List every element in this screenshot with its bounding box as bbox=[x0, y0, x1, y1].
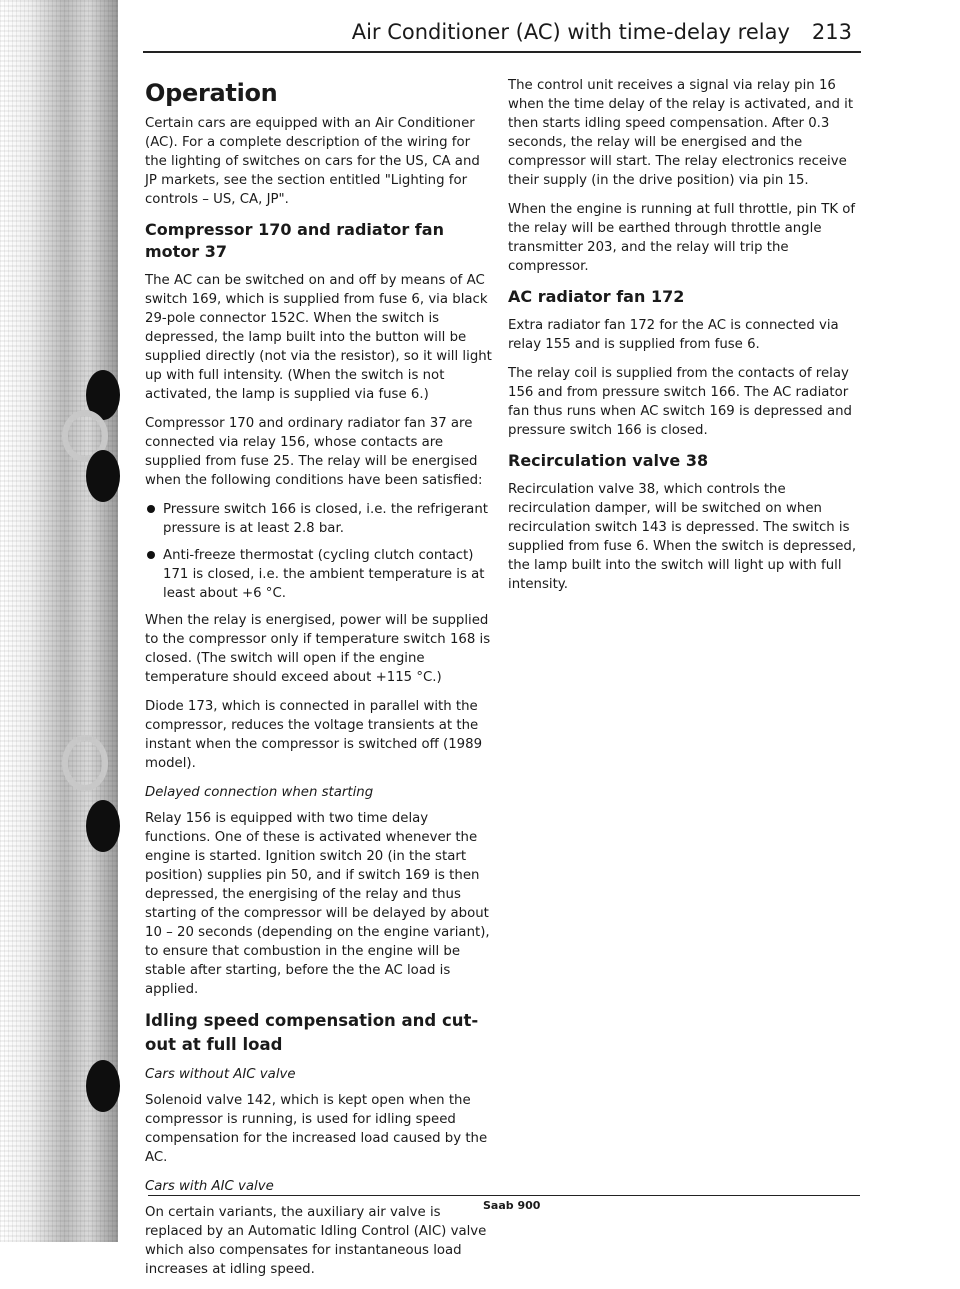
subheading-ac-radiator-fan: AC radiator fan 172 bbox=[508, 287, 685, 306]
paragraph: The relay coil is supplied from the contacts of relay 156 and from pressure switch 166. The AC radiator fan thus runs when AC switch 169 is depressed and pressure switch 166 is closed. bbox=[508, 366, 852, 438]
list-item: Anti-freeze thermostat (cycling clutch contact) 171 is closed, i.e. the ambient temperature is at least about +6 °C. bbox=[145, 546, 495, 603]
conditions-list bbox=[145, 500, 495, 603]
bullet-icon bbox=[147, 505, 155, 513]
paragraph: The AC can be switched on and off by means of AC switch 169, which is supplied from fuse 6, via black 29-pole connector 152C. When the switch is depressed, the lamp built into the button will be supplied directly (not via the resistor), so it will light up with full intensity. (When the switch is not activated, the lamp is supplied via fuse 6.) bbox=[145, 273, 492, 402]
footer-text: Saab 900 bbox=[483, 1199, 541, 1212]
punch-hole bbox=[86, 450, 120, 502]
running-title: Air Conditioner (AC) with time-delay relay bbox=[351, 20, 790, 44]
section-heading-operation: Operation bbox=[145, 79, 278, 107]
subheading-recirculation-valve: Recirculation valve 38 bbox=[508, 451, 709, 470]
paragraph: Compressor 170 and ordinary radiator fan 37 are connected via relay 156, whose contacts are supplied from fuse 25. The relay will be energised when the following conditions have been satisfied: bbox=[145, 416, 483, 488]
subsection-title: Cars without AIC valve bbox=[145, 1067, 296, 1082]
paragraph: Recirculation valve 38, which controls the recirculation damper, will be switched on when recirculation switch 143 is depressed. The switch is supplied from fuse 6. When the switch is depressed, the lamp built into the switch will light up with full intensity. bbox=[508, 482, 857, 592]
page-number: 213 bbox=[811, 20, 852, 44]
subsection-title: Delayed connection when starting bbox=[145, 785, 374, 800]
left-column bbox=[145, 78, 495, 1289]
intro-paragraph: Certain cars are equipped with an Air Conditioner (AC). For a complete description of the wiring for the lighting of switches on cars for the US, CA and JP markets, see the section entitled "Lighting for controls – US, CA, JP". bbox=[145, 116, 480, 207]
paragraph: On certain variants, the auxiliary air valve is replaced by an Automatic Idling Control (AIC) valve which also compensates for instantaneous load increases at idling speed. bbox=[145, 1205, 487, 1277]
paragraph: Extra radiator fan 172 for the AC is connected via relay 155 and is supplied from fuse 6. bbox=[508, 318, 839, 352]
footer-rule bbox=[148, 1195, 860, 1196]
paragraph: When the relay is energised, power will be supplied to the compressor only if temperature switch 168 is closed. (The switch will open if the engine temperature should exceed about +115 °C.) bbox=[145, 613, 491, 685]
punch-hole bbox=[86, 800, 120, 852]
paragraph: Solenoid valve 142, which is kept open when the compressor is running, is used for idling speed compensation for the increased load caused by the AC. bbox=[145, 1093, 488, 1165]
running-header bbox=[352, 20, 852, 44]
subheading-idling: Idling speed compensation and cut-out at full load bbox=[145, 1011, 479, 1054]
header-rule bbox=[143, 51, 861, 53]
paragraph: Relay 156 is equipped with two time delay functions. One of these is activated whenever the engine is started. Ignition switch 20 (in the start position) supplies pin 50, and if switch 169 is then depressed, the energising of the relay and thus starting of the compressor will be delayed by about 10 – 20 seconds (depending on the engine variant), to ensure that combustion in the engine will be stable after starting, before the the AC load is applied. bbox=[145, 811, 490, 997]
subheading-compressor: Compressor 170 and radiator fan motor 37 bbox=[145, 220, 444, 261]
binding-strip bbox=[0, 0, 118, 1242]
list-item: Pressure switch 166 is closed, i.e. the refrigerant pressure is at least 2.8 bar. bbox=[145, 500, 495, 538]
bullet-icon bbox=[147, 551, 155, 559]
paragraph: The control unit receives a signal via relay pin 16 when the time delay of the relay is activated, and it then starts idling speed compensation. After 0.3 seconds, the relay will be energised and the compressor will start. The relay electronics receive their supply (in the drive position) via pin 15. bbox=[508, 78, 854, 188]
paragraph: When the engine is running at full throttle, pin TK of the relay will be earthed through throttle angle transmitter 203, and the relay will trip the compressor. bbox=[508, 202, 856, 274]
binder-ring bbox=[62, 735, 108, 791]
punch-hole bbox=[86, 1060, 120, 1112]
paragraph: Diode 173, which is connected in parallel with the compressor, reduces the voltage transients at the instant when the compressor is switched off (1989 model). bbox=[145, 699, 483, 771]
right-column bbox=[508, 76, 862, 604]
subsection-title: Cars with AIC valve bbox=[145, 1179, 274, 1194]
